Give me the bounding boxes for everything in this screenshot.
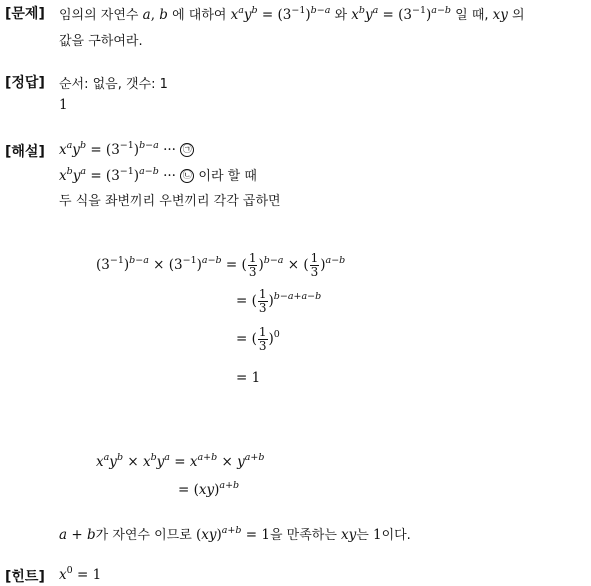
derivation-2-row-1: $x^ay^b \times x^by^a = x^{a+b} \times y^{a+b}$ bbox=[96, 451, 265, 470]
derivation-1-row-4: = 1 bbox=[236, 370, 261, 386]
derivation-1-row-1: $(3^{-1})^{b-a} \times (3^{-1})^{a-b}$ = ( $\frac{1}{3}$ )$^{b-a}$ × ( $\frac{1}{3}$ )$^{a-b}$ bbox=[96, 251, 346, 279]
marker-2-icon: ㉡ bbox=[180, 169, 194, 183]
marker-1-icon: ㉠ bbox=[180, 143, 194, 157]
answer-line-2: 1 bbox=[59, 97, 68, 113]
derivation-1-row-2: = ( $\frac{1}{3}$ )$^{b-a+a-b}$ bbox=[236, 287, 322, 315]
explanation-label: [해설] bbox=[5, 144, 45, 160]
hint-line: $x^0 = 1$ bbox=[59, 564, 102, 583]
derivation-2-row-2: = (xy)$^{a+b}$ bbox=[178, 479, 240, 498]
answer-line-1: 순서: 없음, 갯수: 1 bbox=[59, 77, 168, 92]
derivation-1-row-3: = ( $\frac{1}{3}$ )$^0$ bbox=[236, 325, 280, 353]
problem-line-2: 값을 구하여라. bbox=[59, 34, 143, 49]
fraction: $\frac{1}{3}$ bbox=[258, 325, 267, 353]
fraction: $\frac{1}{3}$ bbox=[310, 251, 319, 279]
answer-label: [정답] bbox=[5, 75, 45, 91]
problem-label: [문제] bbox=[5, 6, 45, 22]
explanation-line-2: $x^by^a = (3^{-1})^{a-b}$ ··· ㉡ 이라 할 때 bbox=[59, 165, 257, 184]
fraction: $\frac{1}{3}$ bbox=[258, 287, 267, 315]
fraction: $\frac{1}{3}$ bbox=[248, 251, 257, 279]
explanation-conclusion: a + b가 자연수 이므로 (xy)$^{a+b}$ = 1을 만족하는 xy는 1이다. bbox=[59, 524, 411, 543]
hint-label: [힌트] bbox=[5, 569, 45, 585]
explanation-line-1: $x^ay^b = (3^{-1})^{b-a}$ ··· ㉠ bbox=[59, 142, 194, 158]
problem-line-1: 임의의 자연수 a, b 에 대하여 $x^ay^b = (3^{-1})^{b-a}$ 와 $x^by^a = (3^{-1})^{a-b}$ 일 때, xy 의 bbox=[59, 4, 525, 23]
explanation-line-3: 두 식을 좌변끼리 우변끼리 각각 곱하면 bbox=[59, 194, 281, 209]
